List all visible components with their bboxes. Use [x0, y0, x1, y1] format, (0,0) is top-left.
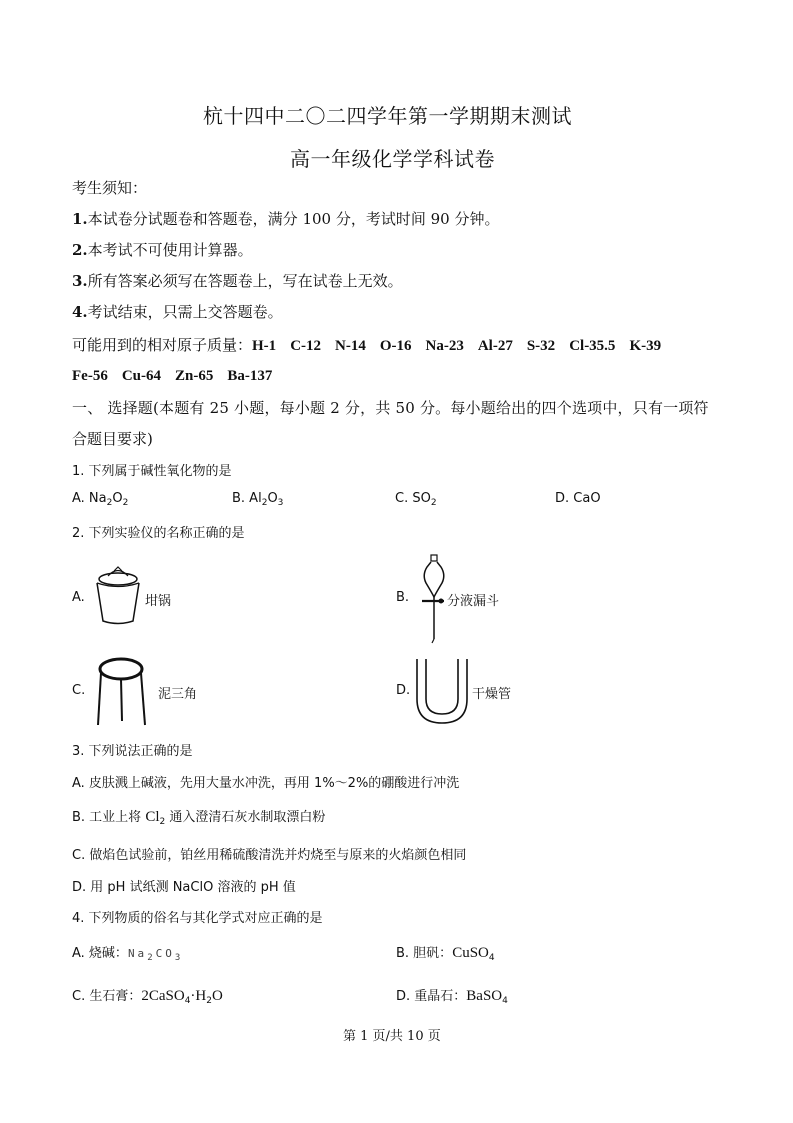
subscript: 2	[147, 953, 156, 963]
q3-option-c: C. 做焰色试验前，铂丝用稀硫酸清洗并灼烧至与原来的火焰颜色相同	[72, 848, 467, 863]
q3-stem: 3. 下列说法正确的是	[72, 744, 193, 759]
atomic-masses-label: 可能用到的相对原子质量：	[72, 336, 253, 354]
atomic-mass: Cl-35.5	[569, 338, 616, 354]
notice-heading: 考生须知：	[72, 179, 148, 197]
q4-option-a-text: A. 烧碱：	[72, 946, 128, 961]
atomic-mass: S-32	[526, 338, 556, 354]
notice-item-num: 2.	[72, 241, 88, 259]
exam-title-line2: 高一年级化学学科试卷	[290, 147, 495, 171]
notice-item-num: 1.	[72, 210, 88, 228]
formula-part: Na	[127, 947, 148, 960]
q4-option-c	[72, 985, 223, 1005]
notice-item-text: 本试卷分试题卷和答题卷，满分 100 分，考试时间 90 分钟。	[87, 210, 500, 228]
q3-option-b-text: 通入澄清石灰水制取漂白粉	[165, 810, 326, 825]
subscript: 2	[106, 498, 113, 508]
q2-stem: 2. 下列实验仪的名称正确的是	[72, 526, 245, 541]
subscript: 2	[122, 498, 129, 508]
subscript: 2	[159, 817, 166, 827]
notice-item-text: 所有答案必须写在答题卷上，写在试卷上无效。	[87, 272, 403, 290]
atomic-mass: Cu-64	[121, 368, 161, 384]
subscript: 2	[430, 498, 437, 508]
q4-option-d-text: D. 重晶石：	[396, 989, 467, 1004]
sodium-carbonate-formula	[127, 947, 184, 963]
crucible-icon	[90, 563, 150, 627]
formula-part: BaSO	[466, 988, 503, 1004]
q2-option-a-label: 坩锅	[145, 594, 172, 609]
notice-item-num: 4.	[72, 303, 88, 321]
q1-option-c	[395, 491, 437, 506]
subscript: 3	[174, 953, 184, 963]
q1-option-a	[72, 491, 128, 506]
formula-part: ·H	[190, 988, 207, 1004]
q4-option-a	[72, 942, 183, 961]
q3-option-a: A. 皮肤溅上碱液，先用大量水冲洗，再用 1%～2%的硼酸进行冲洗	[72, 776, 460, 791]
q2-option-d-letter: D.	[396, 683, 411, 698]
q1-option-a-text: O	[112, 491, 123, 506]
atomic-mass: Ba-137	[227, 368, 273, 384]
chlorine-formula: Cl	[145, 809, 160, 825]
q2-option-b-letter: B.	[396, 590, 410, 605]
q4-stem: 4. 下列物质的俗名与其化学式对应正确的是	[72, 911, 323, 926]
q3-option-d: D. 用 pH 试纸测 NaClO 溶液的 pH 值	[72, 880, 296, 895]
q1-option-b-text: O	[267, 491, 278, 506]
q4-option-c-text: C. 生石膏：	[72, 989, 142, 1004]
section1-heading-line2: 合题目要求)	[72, 430, 153, 448]
exam-title-line1: 杭十四中二〇二四学年第一学期期末测试	[203, 104, 572, 128]
atomic-mass: O-16	[379, 338, 412, 354]
q1-option-d: D. CaO	[555, 491, 601, 506]
atomic-mass: Na-23	[425, 338, 464, 354]
q1-stem: 1. 下列属于碱性氧化物的是	[72, 464, 232, 479]
subscript: 3	[277, 498, 284, 508]
q2-option-d-label: 干燥管	[472, 687, 512, 702]
q3-option-b-text: B. 工业上将	[72, 810, 146, 825]
q4-option-d	[396, 985, 508, 1005]
q1-option-b-text: B. Al	[232, 491, 262, 506]
atomic-mass: C-12	[290, 338, 322, 354]
q1-option-c-text: C. SO	[395, 491, 431, 506]
section1-heading-line1: 一、 选择题(本题有 25 小题，每小题 2 分，共 50 分。每小题给出的四个选项中，只有一项符	[72, 399, 709, 417]
q2-option-b-label: 分液漏斗	[447, 594, 500, 609]
formula-part: O	[211, 988, 223, 1004]
subscript: 4	[488, 953, 495, 963]
q3-option-b	[72, 806, 325, 826]
notice-item-1	[72, 208, 499, 229]
q2-option-c-label: 泥三角	[158, 687, 198, 702]
notice-item-text: 本考试不可使用计算器。	[87, 241, 253, 259]
atomic-masses-line1	[72, 334, 661, 355]
atomic-mass: Al-27	[477, 338, 513, 354]
notice-item-num: 3.	[72, 272, 88, 290]
ring-stand-icon	[95, 655, 155, 727]
q1-option-a-text: A. Na	[72, 491, 107, 506]
q4-option-b	[396, 942, 495, 962]
q1-option-b	[232, 491, 283, 506]
subscript: 2	[261, 498, 268, 508]
formula-part: CO	[155, 947, 175, 960]
atomic-masses-line2	[72, 366, 286, 385]
notice-item-4	[72, 301, 283, 322]
subscript: 4	[502, 996, 508, 1006]
page-footer: 第 1 页/共 10 页	[343, 1029, 441, 1044]
atomic-mass: K-39	[629, 338, 662, 354]
atomic-mass: Fe-56	[72, 368, 108, 384]
q2-option-c-letter: C.	[72, 683, 86, 698]
atomic-mass: Zn-65	[175, 368, 214, 384]
formula-part: 2CaSO	[141, 988, 185, 1004]
q4-option-b-text: B. 胆矾：	[396, 946, 453, 961]
q2-option-a-letter: A.	[72, 590, 85, 605]
formula-part: CuSO	[452, 945, 489, 961]
notice-item-2	[72, 239, 253, 260]
subscript: 4	[184, 996, 191, 1006]
notice-item-text: 考试结束，只需上交答题卷。	[87, 303, 283, 321]
atomic-mass: N-14	[335, 338, 366, 354]
subscript: 2	[206, 996, 212, 1006]
u-tube-icon	[413, 657, 473, 727]
atomic-mass: H-1	[252, 338, 277, 354]
notice-item-3	[72, 270, 403, 291]
